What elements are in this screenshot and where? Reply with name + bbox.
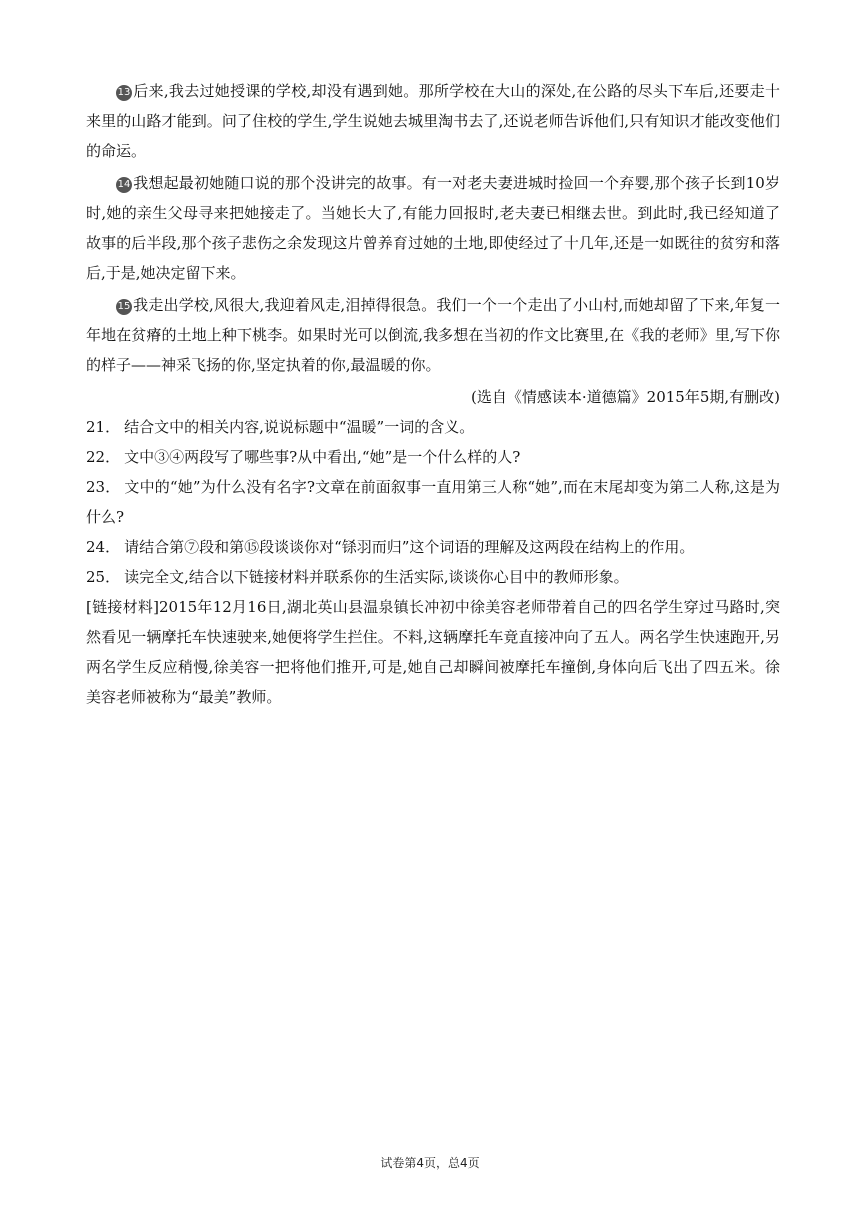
question-21 (86, 412, 780, 442)
question-23 (86, 472, 780, 532)
page-footer: 试卷第4页，总4页 (380, 1156, 480, 1170)
source-citation: (选自《情感读本·道德篇》2015年5期,有删改) (471, 388, 780, 406)
question-number: 25． (86, 568, 121, 586)
question-number: 23． (86, 478, 121, 496)
paragraph-text: 后来,我去过她授课的学校,却没有遇到她。那所学校在大山的深处,在公路的尽头下车后,还要走十来里的山路才能到。问了住校的学生,学生说她去城里淘书去了,还说老师告诉他们,只有知识才能改变他们的命运。 (86, 82, 780, 160)
question-number: 21． (86, 418, 121, 436)
paragraph-13 (86, 76, 780, 166)
question-text: 读完全文,结合以下链接材料并联系你的生活实际,谈谈你心目中的教师形象。 (124, 568, 629, 586)
question-25 (86, 562, 780, 592)
paragraph-text: 我想起最初她随口说的那个没讲完的故事。有一对老夫妻进城时捡回一个弃婴,那个孩子长到10岁时,她的亲生父母寻来把她接走了。当她长大了,有能力回报时,老夫妻已相继去世。到此时,我已经知道了故事的后半段,那个孩子悲伤之余发现这片曾养育过她的土地,即使经过了十几年,还是一如既往的贫穷和落后,于是,她决定留下来。 (86, 174, 780, 282)
paragraph-number-badge: 13 (116, 85, 132, 101)
paragraph-14 (86, 168, 780, 288)
paragraph-number-badge: 15 (116, 299, 132, 315)
paragraph-15 (86, 290, 780, 380)
question-24 (86, 532, 780, 562)
question-text: 文中③④两段写了哪些事?从中看出,“她”是一个什么样的人? (124, 448, 521, 466)
question-number: 22． (86, 448, 121, 466)
question-text: 请结合第⑦段和第⑮段谈谈你对“铩羽而归”这个词语的理解及这两段在结构上的作用。 (124, 538, 695, 556)
question-text: 结合文中的相关内容,说说标题中“温暖”一词的含义。 (124, 418, 475, 436)
link-material: [链接材料]2015年12月16日,湖北英山县温泉镇长冲初中徐美容老师带着自己的四名学生穿过马路时,突然看见一辆摩托车快速驶来,她便将学生拦住。不料,这辆摩托车竟直接冲向了五人。两名学生快速跑开,另两名学生反应稍慢,徐美容一把将他们推开,可是,她自己却瞬间被摩托车撞倒,身体向后飞出了四五米。徐美容老师被称为“最美”教师。 (86, 598, 780, 706)
question-number: 24． (86, 538, 121, 556)
question-text: 文中的“她”为什么没有名字?文章在前面叙事一直用第三人称“她”,而在末尾却变为第二人称,这是为什么? (86, 478, 780, 526)
question-22 (86, 442, 780, 472)
paragraph-number-badge: 14 (116, 177, 132, 193)
paragraph-text: 我走出学校,风很大,我迎着风走,泪掉得很急。我们一个一个走出了小山村,而她却留了下来,年复一年地在贫瘠的土地上种下桃李。如果时光可以倒流,我多想在当初的作文比赛里,在《我的老师》里,写下你的样子——神采飞扬的你,坚定执着的你,最温暖的你。 (86, 296, 780, 374)
page-content (86, 76, 780, 712)
